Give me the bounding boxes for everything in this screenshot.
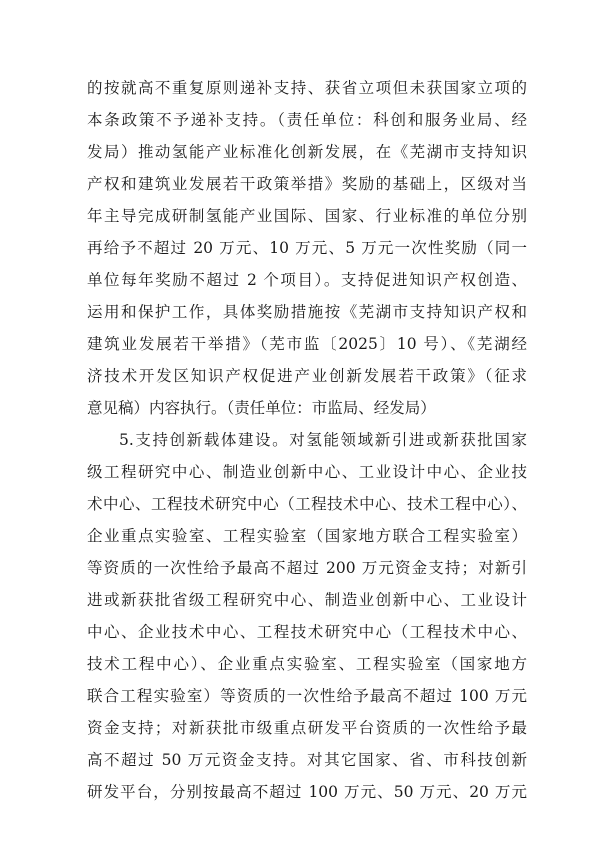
text-line-4: 产权和建筑业发展若干政策举措》奖励的基础上，区级对当 <box>87 175 527 193</box>
text-line-17: 进或新获批省级工程研究中心、制造业创新中心、工业设计 <box>87 591 527 609</box>
text-line-11: 意见稿）内容执行。（责任单位：市监局、经发局） <box>87 399 436 417</box>
text-line-3: 发局）推动氢能产业标准化创新发展，在《芜湖市支持知识 <box>87 143 527 161</box>
text-line-9: 建筑业发展若干举措》（芜市监〔2025〕10 号）、《芜湖经 <box>87 335 527 353</box>
text-line-20: 联合工程实验室）等资质的一次性给予最高不超过 100 万元 <box>87 687 527 705</box>
text-line-23: 研发平台，分别按最高不超过 100 万元、50 万元、20 万元 <box>87 783 527 801</box>
text-line-7: 单位每年奖励不超过 2 个项目）。支持促进知识产权创造、 <box>87 271 527 289</box>
text-line-5: 年主导完成研制氢能产业国际、国家、行业标准的单位分别 <box>87 207 527 225</box>
section-5-heading-line: 5.支持创新载体建设。对氢能领域新引进或新获批国家 <box>119 431 527 449</box>
text-line-10: 济技术开发区知识产权促进产业创新发展若干政策》（征求 <box>87 367 527 385</box>
text-line-15: 企业重点实验室、工程实验室（国家地方联合工程实验室） <box>87 527 527 545</box>
text-line-19: 技术工程中心）、企业重点实验室、工程实验室（国家地方 <box>87 655 527 673</box>
text-line-6: 再给予不超过 20 万元、10 万元、5 万元一次性奖励（同一 <box>87 239 527 257</box>
text-line-8: 运用和保护工作，具体奖励措施按《芜湖市支持知识产权和 <box>87 303 527 321</box>
text-line-16: 等资质的一次性给予最高不超过 200 万元资金支持；对新引 <box>87 559 527 577</box>
text-line-14: 术中心、工程技术研究中心（工程技术中心、技术工程中心）、 <box>87 495 527 513</box>
text-line-18: 中心、企业技术中心、工程技术研究中心（工程技术中心、 <box>87 623 527 641</box>
text-line-2: 本条政策不予递补支持。（责任单位：科创和服务业局、经 <box>87 111 527 129</box>
text-line-1: 的按就高不重复原则递补支持、获省立项但未获国家立项的 <box>87 79 527 97</box>
text-line-22: 高不超过 50 万元资金支持。对其它国家、省、市科技创新 <box>87 751 527 769</box>
text-line-13: 级工程研究中心、制造业创新中心、工业设计中心、企业技 <box>87 463 527 481</box>
text-line-21: 资金支持；对新获批市级重点研发平台资质的一次性给予最 <box>87 719 527 737</box>
